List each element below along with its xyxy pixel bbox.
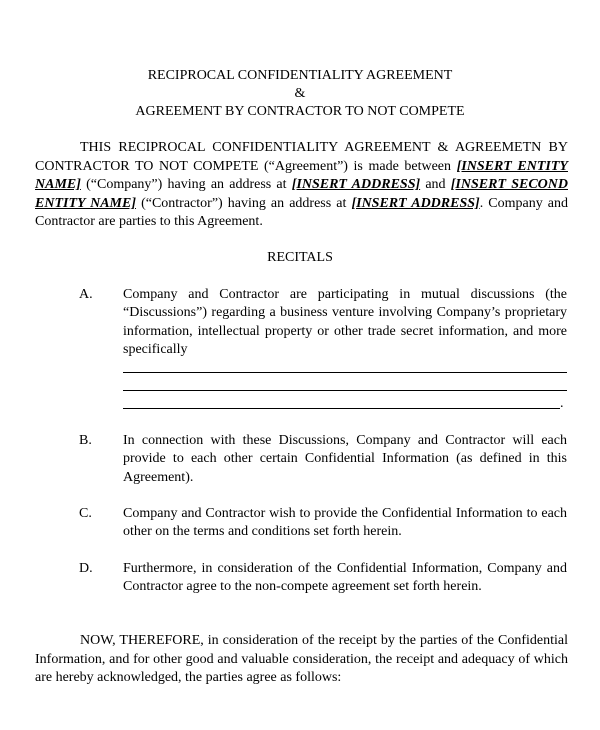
insert-entity-name-placeholder: [INSERT ENTITY NAME] [35,158,568,192]
recital-c-letter: C. [79,506,92,521]
recital-d-letter: D. [79,561,93,576]
intro-paragraph [35,139,568,232]
insert-address-placeholder-1: [INSERT ADDRESS] [291,177,421,192]
recital-b-letter: B. [79,433,92,448]
recital-a-blank-line-2 [123,390,567,391]
intro-text-3: and [420,177,451,192]
recital-d-text: Furthermore, in consideration of the Confidential Information, Company and Contractor agree to the non-compete agreement set forth herein. [123,561,567,595]
recital-a-blank-line-1 [123,372,567,373]
now-therefore-paragraph: NOW, THEREFORE, in consideration of the receipt by the parties of the Confidential Information, and for other good and valuable consideration, the receipt and adequacy of which are hereby acknowledged, the parties agree as follows: [35,633,568,685]
title-line-3: AGREEMENT BY CONTRACTOR TO NOT COMPETE [135,104,465,119]
recital-a-text: Company and Contractor are participating in mutual discussions (the “Discussions”) regarding a business venture involving Company’s proprietary information, intellectual property or other trade secret information, and more specifically [123,287,567,357]
intro-text-4: (“Contractor”) having an address at [136,195,352,211]
insert-second-entity-name-placeholder: [INSERT SECOND ENTITY NAME] [35,177,568,211]
recital-a-letter: A. [79,287,93,302]
title-line-1: RECIPROCAL CONFIDENTIALITY AGREEMENT [147,68,453,83]
intro-text-1: THIS RECIPROCAL CONFIDENTIALITY AGREEMENT & AGREEMETN BY CONTRACTOR TO NOT COMPETE (“Agreement”) is made between [35,140,568,174]
recital-b-text: In connection with these Discussions, Company and Contractor will each provide to each other certain Confidential Information (as defined in this Agreement). [123,433,567,485]
intro-text-2: (“Company”) having an address at [80,177,292,192]
insert-address-placeholder-2: [INSERT ADDRESS] [351,195,480,211]
title-line-2: & [294,86,306,101]
recital-c-text: Company and Contractor wish to provide the Confidential Information to each other on the terms and conditions set forth herein. [123,506,567,540]
intro-text-5: . Company and Contractor are parties to this Agreement. [35,195,569,229]
recital-a-end-period: . [560,396,564,411]
recitals-heading: RECITALS [267,250,333,265]
recital-a-blank-line-3 [123,408,560,409]
